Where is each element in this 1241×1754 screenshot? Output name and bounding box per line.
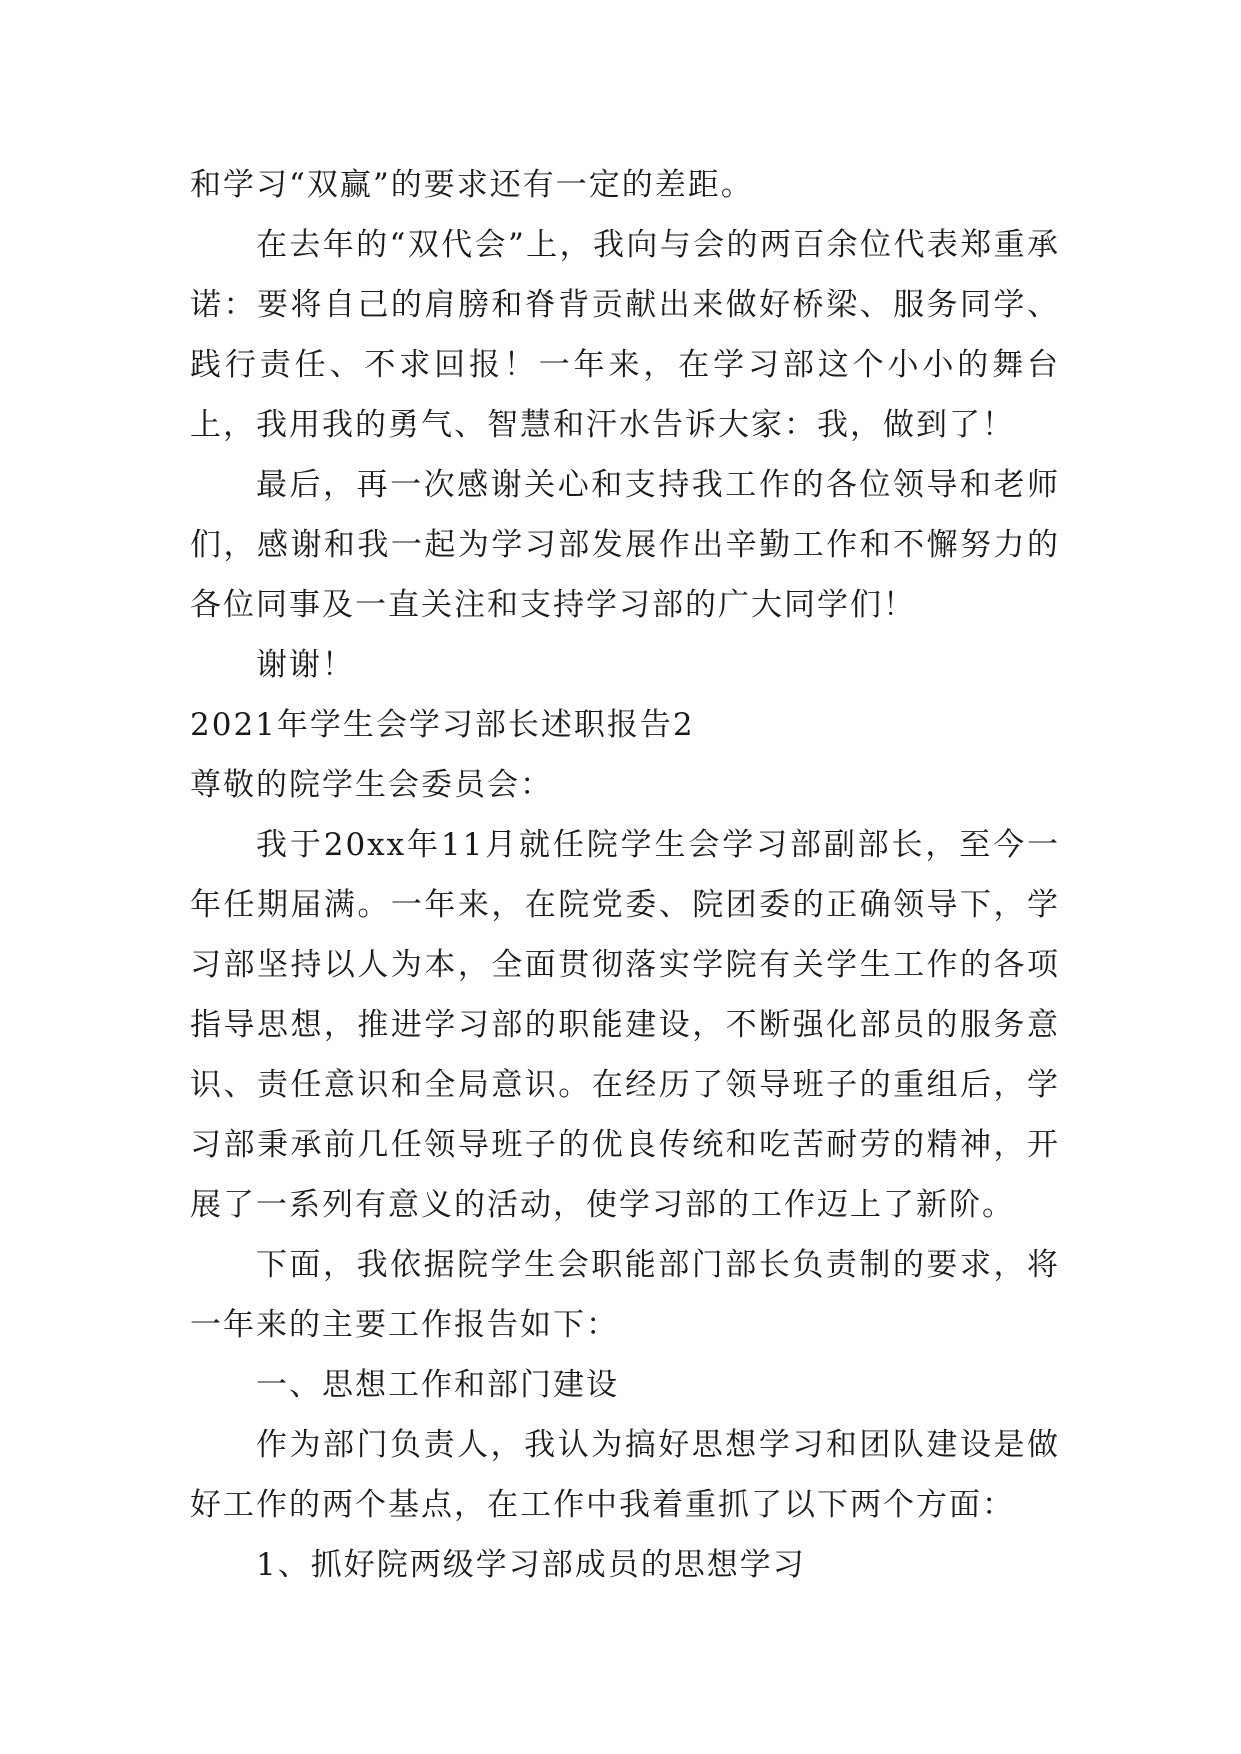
paragraph: 下面，我依据院学生会职能部门部长负责制的要求，将一年来的主要工作报告如下：: [190, 1247, 1060, 1343]
paragraph: 谢谢！: [256, 647, 355, 683]
subheading: 一、思想工作和部门建设: [256, 1367, 619, 1403]
paragraph: 作为部门负责人，我认为搞好思想学习和团队建设是做好工作的两个基点，在工作中我着重抓了以下两个方面：: [190, 1427, 1060, 1523]
document-body: [190, 155, 1060, 1595]
salutation: 尊敬的院学生会委员会：: [190, 767, 553, 803]
section-title: 2021年学生会学习部长述职报告2: [190, 707, 695, 743]
paragraph: 在去年的“双代会”上，我向与会的两百余位代表郑重承诺：要将自己的肩膀和脊背贡献出来做好桥梁、服务同学、践行责任、不求回报！一年来，在学习部这个小小的舞台上，我用我的勇气、智慧和汗水告诉大家：我，做到了！: [190, 227, 1060, 443]
paragraph: 最后，再一次感谢关心和支持我工作的各位领导和老师们，感谢和我一起为学习部发展作出辛勤工作和不懈努力的各位同事及一直关注和支持学习部的广大同学们！: [190, 467, 1060, 623]
paragraph: 我于20xx年11月就任院学生会学习部副部长，至今一年任期届满。一年来，在院党委、院团委的正确领导下，学习部坚持以人为本，全面贯彻落实学院有关学生工作的各项指导思想，推进学习部的职能建设，不断强化部员的服务意识、责任意识和全局意识。在经历了领导班子的重组后，学习部秉承前几任领导班子的优良传统和吃苦耐劳的精神，开展了一系列有意义的活动，使学习部的工作迈上了新阶。: [190, 827, 1060, 1223]
subheading: 1、抓好院两级学习部成员的思想学习: [256, 1547, 806, 1583]
paragraph: 和学习“双赢”的要求还有一定的差距。: [190, 167, 754, 203]
